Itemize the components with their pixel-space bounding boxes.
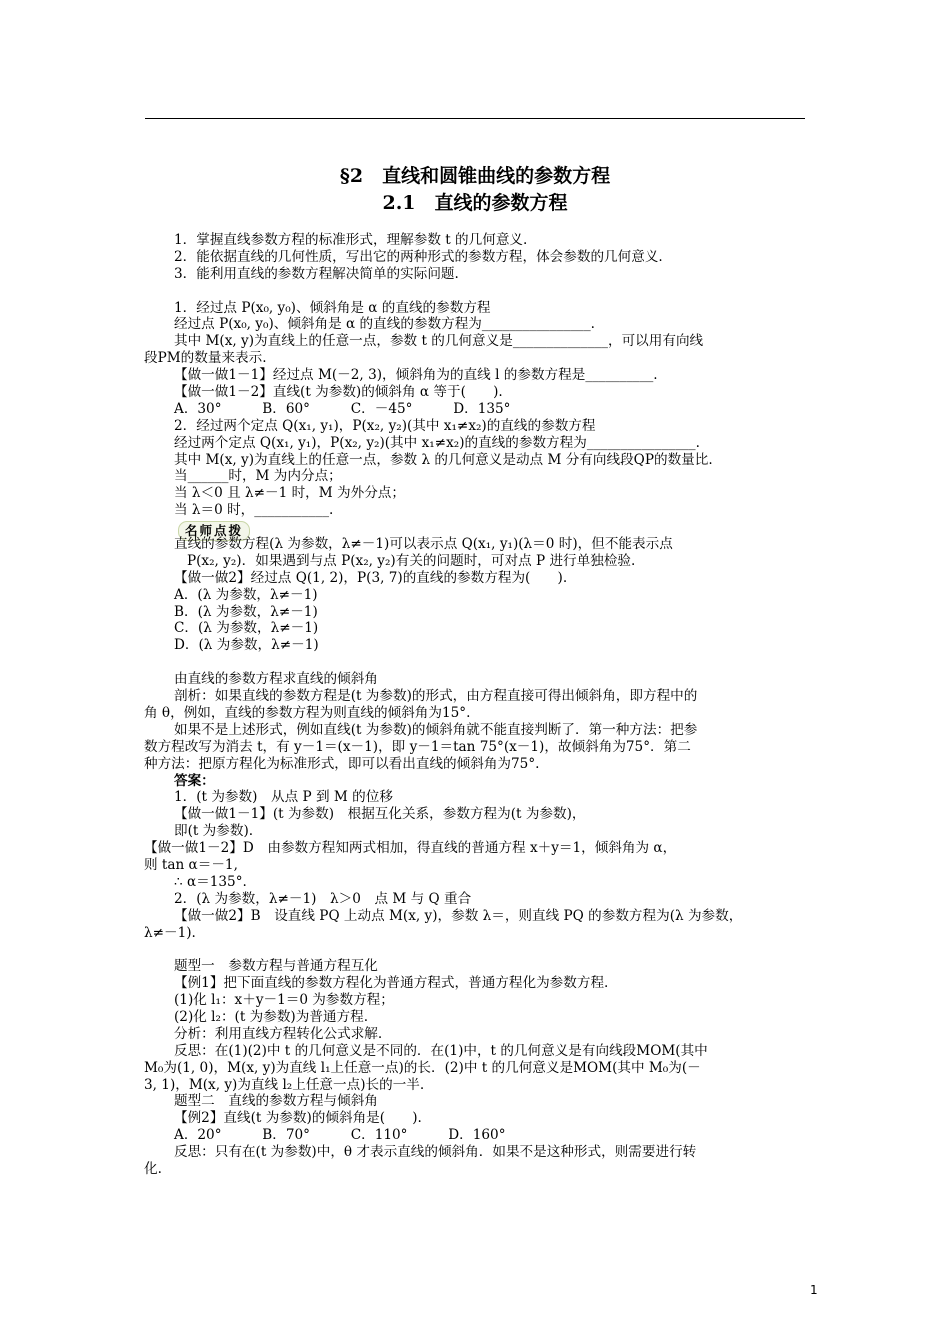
text-line: 【做一做2】B 设直线 PQ 上动点 M(x, y)，参数 λ＝，则直线 PQ 的参数方程为(λ 为参数， [174, 907, 743, 924]
text-line: 即(t 为参数). [174, 823, 254, 840]
text-line: P(x₂, y₂)．如果遇到与点 P(x₂, y₂)有关的问题时，可对点 P 进行单独检验. [174, 552, 636, 569]
text-line: 【做一做1－1】经过点 M(－2, 3)，倾斜角为的直线 l 的参数方程是__________. [174, 367, 658, 384]
text-line: 直线的参数方程(λ 为参数，λ≠－1)可以表示点 Q(x₁, y₁)(λ＝0 时)，但不能表示点 [174, 536, 673, 553]
text-line: 当______时，M 为内分点； [174, 468, 342, 485]
blank-line [174, 941, 814, 958]
text-line: 分析：利用直线方程转化公式求解. [174, 1025, 383, 1042]
chapter-title: §2 直线和圆锥曲线的参数方程 [339, 165, 611, 187]
text-line: 反思：只有在(t 为参数)中，θ 才表示直线的倾斜角．如果不是这种形式，则需要进行转 [174, 1144, 697, 1161]
text-line: 【做一做1－2】D 由参数方程知两式相加，得直线的普通方程 x＋y＝1，倾斜角为 α， [144, 840, 677, 857]
text-line: 答案： [174, 772, 215, 789]
text-line: 题型二 直线的参数方程与倾斜角 [174, 1093, 378, 1110]
text-line: 其中 M(x, y)为直线上的任意一点，参数 t 的几何意义是______________，可以用有向线 [174, 333, 704, 350]
text-line: 化. [144, 1160, 162, 1177]
text-line: 2．能依据直线的几何性质，写出它的两种形式的参数方程，体会参数的几何意义. [174, 248, 663, 265]
text-line: 反思：在(1)(2)中 t 的几何意义是不同的．在(1)中，t 的几何意义是有向线段MOM(其中 [174, 1042, 708, 1059]
text-line: 【做一做1－2】直线(t 为参数)的倾斜角 α 等于( ). [174, 384, 503, 401]
text-line: 剖析：如果直线的参数方程是(t 为参数)的形式，由方程直接可得出倾斜角，即方程中的 [174, 688, 698, 705]
text-line: λ≠－1). [144, 924, 196, 941]
text-line: 其中 M(x, y)为直线上的任意一点，参数 λ 的几何意义是动点 M 分有向线段QP的数量比. [174, 451, 713, 468]
blank-line [174, 654, 814, 671]
text-line: 如果不是上述形式，例如直线(t 为参数)的倾斜角就不能直接判断了．第一种方法：把参 [174, 721, 698, 738]
text-line: 【例2】直线(t 为参数)的倾斜角是( ). [174, 1110, 422, 1127]
text-line: 经过两个定点 Q(x₁, y₁)，P(x₂, y₂)(其中 x₁≠x₂)的直线的参数方程为________________. [174, 434, 700, 451]
text-line: B．(λ 为参数，λ≠－1) [174, 603, 318, 620]
text-line: 【做一做1－1】(t 为参数) 根据互化关系，参数方程为(t 为参数)， [174, 806, 586, 823]
text-line: 1．(t 为参数) 从点 P 到 M 的位移 [174, 789, 393, 806]
document-body [144, 232, 814, 1178]
text-line: 当 λ＝0 时，___________. [174, 502, 334, 519]
text-line: 【例1】把下面直线的参数方程化为普通方程式，普通方程化为参数方程. [174, 975, 609, 992]
text-line: C．(λ 为参数，λ≠－1) [174, 620, 319, 637]
text-line: (1)化 l₁：x＋y－1＝0 为参数方程； [174, 992, 394, 1009]
text-line: 数方程改写为消去 t，有 y－1＝(x－1)，即 y－1＝tan 75°(x－1)，故倾斜角为75°．第二 [144, 738, 691, 755]
header-rule [145, 118, 805, 119]
text-line: 2．经过两个定点 Q(x₁, y₁)，P(x₂, y₂)(其中 x₁≠x₂)的直线的参数方程 [174, 417, 596, 434]
text-line: A．20° B．70° C．110° D．160° [174, 1127, 506, 1144]
text-line: 1．掌握直线参数方程的标准形式，理解参数 t 的几何意义. [174, 232, 528, 248]
tip-badge-row [174, 519, 814, 539]
text-line: 则 tan α＝－1, [144, 856, 238, 873]
text-line: 题型一 参数方程与普通方程互化 [174, 958, 378, 975]
blank-line [174, 283, 814, 300]
text-line: 角 θ，例如，直线的参数方程为则直线的倾斜角为15°. [144, 704, 471, 721]
text-line: 【做一做2】经过点 Q(1, 2)，P(3, 7)的直线的参数方程为( ). [174, 569, 568, 586]
text-line: 当 λ＜0 且 λ≠－1 时，M 为外分点； [174, 485, 405, 502]
text-line: 经过点 P(x₀, y₀)、倾斜角是 α 的直线的参数方程为________________. [174, 316, 595, 333]
page-number: 1 [810, 1283, 818, 1297]
text-line: M₀为(1, 0)，M(x, y)为直线 l₁上任意一点)的长．(2)中 t 的几何意义是MOM(其中 M₀为(－ [144, 1059, 701, 1076]
text-line: D．(λ 为参数，λ≠－1) [174, 637, 319, 654]
text-line: 由直线的参数方程求直线的倾斜角 [174, 671, 378, 688]
section-title: 2.1 直线的参数方程 [382, 192, 568, 214]
text-line: A．(λ 为参数，λ≠－1) [174, 586, 318, 603]
text-line: 段PM的数量来表示. [144, 350, 267, 367]
text-line: ∴ α＝135°. [174, 873, 247, 890]
text-line: 种方法：把原方程化为标准形式，即可以看出直线的倾斜角为75°. [144, 755, 540, 772]
text-line: 2．(λ 为参数，λ≠－1) λ＞0 点 M 与 Q 重合 [174, 890, 472, 907]
text-line: 3, 1)，M(x, y)为直线 l₂上任意一点)长的一半. [144, 1076, 425, 1093]
text-line: A．30° B．60° C．－45° D．135° [174, 400, 511, 417]
text-line: (2)化 l₂：(t 为参数)为普通方程. [174, 1008, 369, 1025]
tip-badge: 名师点拨 [178, 521, 250, 541]
text-line: 1．经过点 P(x₀, y₀)、倾斜角是 α 的直线的参数方程 [174, 299, 491, 316]
text-line: 3．能利用直线的参数方程解决简单的实际问题. [174, 265, 459, 282]
